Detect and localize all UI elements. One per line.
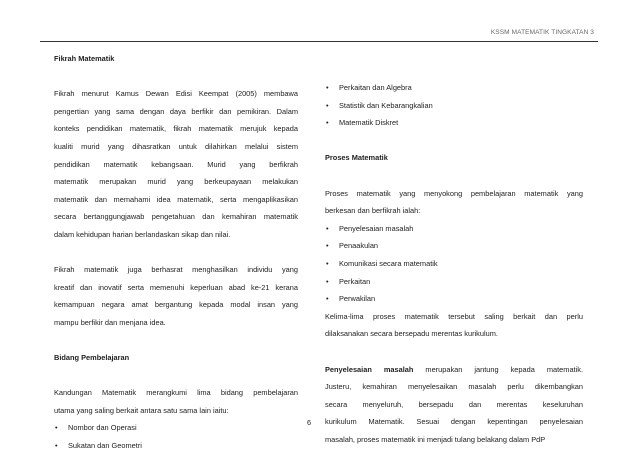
bullet-item: • Nombor dan Operasi xyxy=(54,419,298,437)
text-line: pengertian yang sama dengan daya berfikir dan pemikiran. Dalam xyxy=(54,106,298,116)
bullet-item: • Perkaitan xyxy=(325,273,583,291)
text-line: secara menyeluruh, bersepadu dan merentas keseluruhan xyxy=(325,399,583,409)
text-line: secara bertanggungjawab pengetahuan dan kemahiran matematik xyxy=(54,212,298,222)
text-line: utama yang saling berkait antara satu sama lain iaitu: xyxy=(54,405,229,415)
page-number: 6 xyxy=(307,418,312,427)
text-line: dalam kehidupan harian berlandaskan sikap dan nilai. xyxy=(54,229,231,239)
text-line: berkesan dan berfikrah ialah: xyxy=(325,206,421,216)
bullet-item: • Sukatan dan Geometri xyxy=(54,437,298,455)
paragraph-fikrah-1 xyxy=(54,85,298,243)
text-line: pendidikan matematik kebangsaan. Murid yang berfikrah xyxy=(54,159,298,169)
text-line: Kelima-lima proses matematik tersebut saling berkait dan perlu xyxy=(325,311,583,321)
text-line: dilaksanakan secara bersepadu merentas kurikulum. xyxy=(325,329,498,339)
paragraph-kandungan xyxy=(54,384,298,419)
header-rule xyxy=(40,41,598,42)
text-line: Proses matematik yang menyokong pembelajaran matematik yang xyxy=(325,188,583,198)
text-line: Fikrah matematik juga berhasrat menghasilkan individu yang xyxy=(54,265,298,275)
text-line: kurikulum Matematik. Sesuai dengan kepentingan penyelesaian xyxy=(325,417,583,427)
text-line: kualiti murid yang dihasratkan untuk dilahirkan melalui sistem xyxy=(54,141,298,151)
right-column xyxy=(325,79,583,448)
bullet-item: • Perwakilan xyxy=(325,290,583,308)
spacer xyxy=(54,68,298,86)
spacer xyxy=(54,244,298,262)
heading-fikrah-matematik: Fikrah Matematik xyxy=(54,54,115,63)
bullet-item: • Komunikasi secara matematik xyxy=(325,255,583,273)
text-line: Kandungan Matematik merangkumi lima bidang pembelajaran xyxy=(54,388,298,398)
bullet-item: • Perkaitan dan Algebra xyxy=(325,79,583,97)
text-line: kemampuan negara amat bergantung kepada modal insan yang xyxy=(54,300,298,310)
spacer xyxy=(325,132,583,150)
text-line: matematik dan memahami idea matematik, serta mengaplikasikan xyxy=(54,194,298,204)
heading-proses-matematik: Proses Matematik xyxy=(325,153,388,163)
bullet-item: • Statistik dan Kebarangkalian xyxy=(325,97,583,115)
text-line: matematik merupakan murid yang berkeupayaan melakukan xyxy=(54,177,298,187)
bullet-item: • Penyelesaian masalah xyxy=(325,220,583,238)
bullet-item: • Matematik Diskret xyxy=(325,114,583,132)
spacer xyxy=(54,367,298,385)
text-run: merupakan jantung kepada matematik. xyxy=(413,364,583,374)
text-line: mampu berfikir dan menjana idea. xyxy=(54,317,166,327)
spacer xyxy=(325,167,583,185)
paragraph-proses xyxy=(325,185,583,220)
spacer xyxy=(54,332,298,350)
spacer xyxy=(325,343,583,361)
bold-term: Penyelesaian masalah xyxy=(325,364,414,374)
text-line: kreatif dan inovatif serta memenuhi keperluan abad ke-21 kerana xyxy=(54,282,298,292)
text-line: konteks pendidikan matematik, fikrah matematik merujuk kepada xyxy=(54,124,298,134)
paragraph-kelima-lima xyxy=(325,308,583,343)
paragraph-fikrah-2 xyxy=(54,261,298,331)
page-header xyxy=(40,22,598,44)
text-line: Justeru, kemahiran menyelesaikan masalah perlu dikembangkan xyxy=(325,382,583,392)
text-line: Fikrah menurut Kamus Dewan Edisi Keempat (2005) membawa xyxy=(54,89,298,99)
paragraph-penyelesaian xyxy=(325,361,583,449)
left-column xyxy=(54,50,298,455)
running-title: KSSM MATEMATIK TINGKATAN 3 xyxy=(490,29,594,36)
text-line: masalah, proses matematik ini menjadi tulang belakang dalam PdP xyxy=(325,434,546,444)
bullet-item: • Penaakulan xyxy=(325,237,583,255)
text-line xyxy=(325,361,583,379)
heading-bidang-pembelajaran: Bidang Pembelajaran xyxy=(54,353,130,363)
